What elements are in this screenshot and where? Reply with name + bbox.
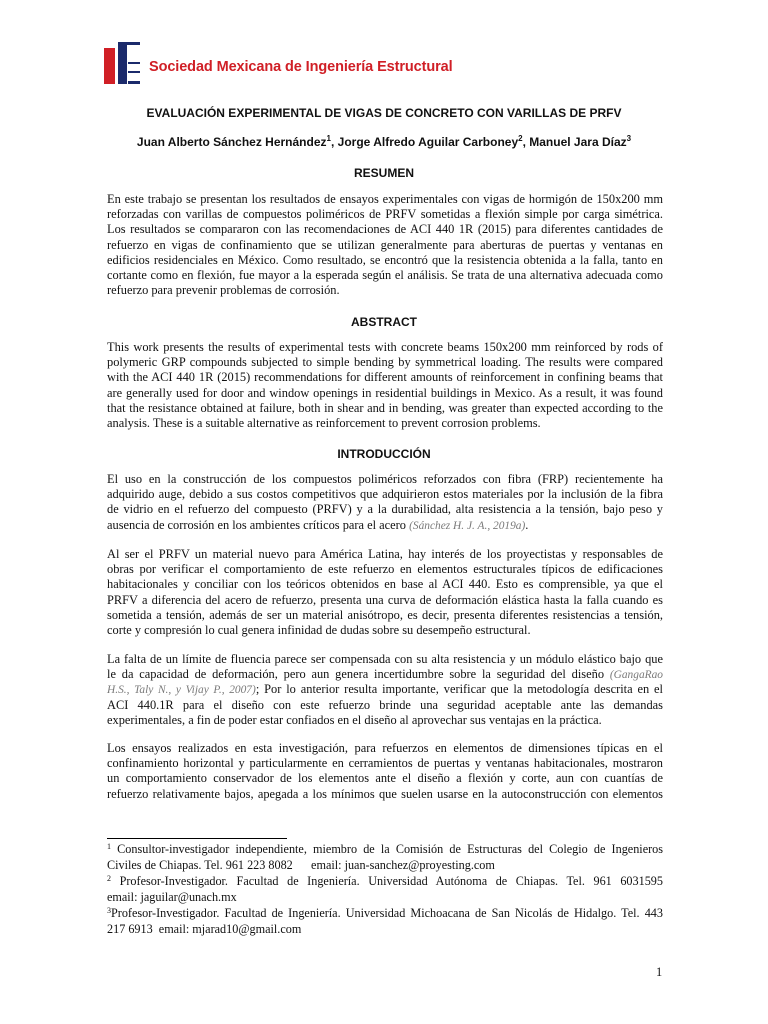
author-separator: ,	[330, 135, 338, 149]
text-line: PRFV a diferencia del acero de refuerzo, presenta una curva de deformación elástica hasta la falla cuando es	[107, 592, 663, 607]
text-line: habitacionales y conciliar con los teóricos obtenidos en base al ACI 440. Esto es comprensible, ya que el	[107, 577, 663, 592]
author-list	[0, 135, 768, 149]
footnote-line: Civiles de Chiapas. Tel. 961 223 8082 email: juan-sanchez@proyesting.com	[107, 858, 495, 873]
text-fragment: .	[525, 517, 529, 532]
footnote-line	[107, 905, 663, 921]
text-line: sometida a tensión, además de ser un material anisótropo, es decir, presenta diferentes resistencias a tensión,	[107, 607, 663, 622]
footnote-line	[107, 873, 663, 889]
author-footnote-mark: 2	[518, 134, 523, 143]
text-line: El uso en la construcción de los compuestos poliméricos reforzados con fibra (FRP) recientemente ha	[107, 472, 663, 486]
intro-paragraph-3	[107, 652, 663, 728]
intro-paragraph-4	[107, 741, 663, 802]
text-fragment: Profesor-Investigador. Facultad de Ingeniería. Universidad Autónoma de Chiapas. Tel. 961 6031595	[119, 874, 663, 888]
footnote-line: email: jaguilar@unach.mx	[107, 890, 237, 905]
text-line: La falta de un límite de fluencia parece ser compensada con su alta resistencia y un módulo elástico bajo que	[107, 652, 663, 666]
resumen-heading: RESUMEN	[353, 166, 414, 180]
citation: H.S., Taly N., y Vijay P., 2007)	[107, 684, 256, 697]
citation: (GangaRao	[609, 669, 663, 682]
text-line: experimentales, a fin de poder estar confiados en el diseño al aprovechar sus ventajas en la práctica.	[107, 712, 602, 727]
footnote-mark: 1	[107, 842, 111, 851]
author-name: Jorge Alfredo Aguilar Carboney	[337, 135, 519, 149]
author-separator: ,	[522, 135, 530, 149]
text-line: En este trabajo se presentan los resultados de ensayos experimentales con vigas de hormigón de 150x200 mm	[107, 192, 663, 206]
text-line: are generally used for door and window openings in residential buildings in Mexico. As a result, it was found	[107, 385, 663, 400]
text-fragment: Profesor-Investigador. Facultad de Ingeniería. Universidad Michoacana de San Nicolás de Hidalgo. Tel. 443	[111, 906, 663, 920]
text-fragment: ; Por lo anterior resulta importante, verificar que la metodología descrita en el	[255, 682, 663, 697]
text-line: refuerzo para prevenir problemas de corrosión.	[107, 283, 340, 298]
intro-paragraph-1	[107, 472, 663, 533]
text-line: adquirido auge, debido a sus costos competitivos que adquirieron estos materiales por la inclusión de la fibra	[107, 487, 663, 502]
author-footnote-mark: 3	[626, 134, 632, 143]
text-line: with the ACI 440 1R (2015) recommendations for different amounts of reinforcement in confining beams that	[107, 370, 663, 385]
logo-navy-mid-line	[128, 62, 140, 64]
text-line: refuerzo en vigas de confinamiento que se utilizan generalmente para aberturas de puertas y ventanas en	[107, 237, 663, 252]
footnote-line	[107, 841, 663, 857]
logo-navy-bottom	[128, 81, 140, 84]
text-fragment: ausencia de corrosión en los ambientes críticos para el acero	[107, 517, 406, 532]
abstract-paragraph	[107, 340, 663, 431]
paper-title: EVALUACIÓN EXPERIMENTAL DE VIGAS DE CONCRETO CON VARILLAS DE PRFV	[146, 106, 622, 120]
text-fragment: Consultor-investigador independiente, miembro de la Comisión de Estructuras del Colegio de Ingenieros	[117, 842, 663, 856]
logo-navy-column	[118, 42, 127, 84]
footnote-1	[107, 841, 663, 873]
text-line: Los ensayos realizados en esta investigación, para refuerzos en elementos de dimensiones típicas en el	[107, 741, 663, 755]
text-line: Los resultados se compararon con las recomendaciones de ACI 440 1R (2015) para diferentes cantidades de	[107, 222, 663, 237]
text-line: ACI 440.1R para el diseño con este refuerzo brinde una seguridad aceptable ante las demandas	[107, 697, 663, 712]
author-name: Juan Alberto Sánchez Hernández	[136, 135, 327, 149]
text-line: cortante como en flexión, fue mayor a la esperada según el análisis. Se trata de una alternativa adecuada como	[107, 267, 663, 282]
footnote-mark: 2	[107, 874, 111, 883]
text-fragment: le da capacidad de deformación, pero aun genera incertidumbre sobre la seguridad del diseño	[107, 667, 605, 682]
text-line	[107, 667, 663, 682]
footnote-divider	[107, 838, 287, 839]
footnote-line: 217 6913 email: mjarad10@gmail.com	[107, 922, 302, 937]
text-line: un comportamiento conservador de los elementos ante el diseño a flexión y corte, aun con cuantías de	[107, 771, 663, 786]
text-line: obras por verificar el comportamiento de este refuerzo en elementos estructurales típicos de edificaciones	[107, 562, 663, 577]
introduccion-heading: INTRODUCCIÓN	[337, 447, 431, 461]
intro-paragraph-2	[107, 547, 663, 638]
abstract-heading: ABSTRACT	[351, 315, 417, 329]
author-name: Manuel Jara Díaz	[529, 135, 627, 149]
text-line: polymeric GRP compounds subjected to simple bending by symmetrical loading. The results were compared	[107, 355, 663, 370]
resumen-paragraph	[107, 192, 663, 298]
citation: (Sánchez H. J. A., 2019a)	[409, 519, 526, 532]
text-line: de vidrio en el refuerzo del compuesto (PRFV) y a la durabilidad, alta resistencia a la tensión, bajo peso y	[107, 502, 663, 517]
text-line: confinamiento horizontal y particularmente en cerramientos de puertas y ventanas habitacionales, mostraron	[107, 756, 663, 771]
footnote-3	[107, 905, 663, 937]
text-line: This work presents the results of experimental tests with concrete beams 150x200 mm reinforced by rods of	[107, 340, 663, 354]
text-line: refuerzo relativamente bajos, apegada a los mínimos que suelen usarse en la autoconstrucción con elementos	[107, 786, 663, 801]
logo-navy-low-line	[128, 71, 140, 73]
text-line: edificios residenciales en México. Como resultado, se encontró que la resistencia obtenida a la falla, tanto en	[107, 252, 663, 267]
text-line: corte y compresión lo cual genera infinidad de dudas sobre su desempeño estructural.	[107, 622, 531, 637]
page-number: 1	[656, 965, 663, 979]
society-logo-icon	[104, 42, 140, 84]
logo-red-bar	[104, 48, 115, 84]
society-name: Sociedad Mexicana de Ingeniería Estructural	[149, 59, 453, 75]
footnote-mark: 3	[107, 906, 111, 915]
text-line: reforzadas con varillas de compuestos poliméricos de PRFV sometidas a flexión simple por carga simétrica.	[107, 207, 663, 222]
text-line: Al ser el PRFV un material nuevo para América Latina, hay interés de los proyectistas y responsables de	[107, 547, 663, 561]
text-line	[107, 518, 663, 533]
text-line	[107, 682, 663, 697]
footnote-2	[107, 873, 663, 905]
text-line: that the resistance obtained at failure, both in shear and in bending, was greater than expected according to the	[107, 400, 663, 415]
author-footnote-mark: 1	[326, 134, 331, 143]
text-line: analysis. These is a suitable alternative as reinforcement to prevent corrosion problems.	[107, 415, 541, 430]
